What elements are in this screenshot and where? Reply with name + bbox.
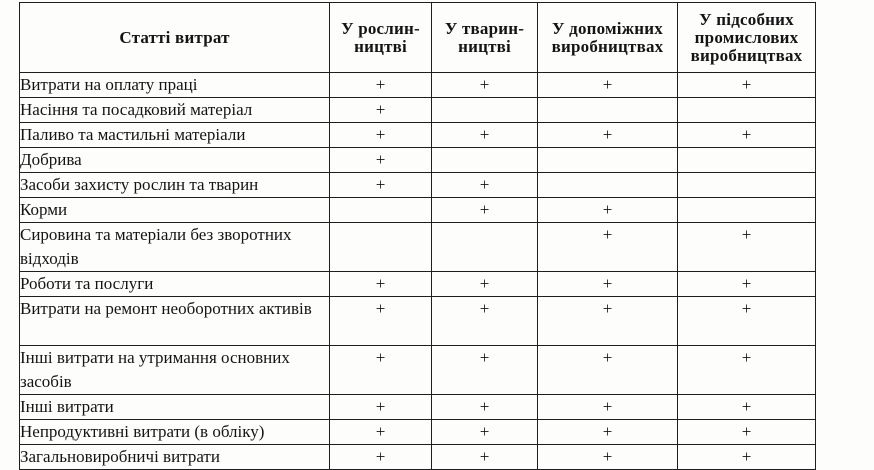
row-label: Інші витрати на утримання основних засобів [20,346,330,395]
table-row [20,148,816,173]
table-row [20,420,816,445]
mark-cell: + [678,420,816,445]
mark-cell: + [538,272,678,297]
mark-cell: + [432,123,538,148]
mark-cell [678,173,816,198]
mark-cell: + [432,297,538,346]
mark-cell: + [432,272,538,297]
mark-cell [538,173,678,198]
mark-cell [538,148,678,173]
row-label: Добрива [20,148,330,173]
mark-cell: + [432,395,538,420]
mark-cell [678,198,816,223]
mark-cell: + [678,73,816,98]
mark-cell: + [538,420,678,445]
row-label: Корми [20,198,330,223]
table-row [20,272,816,297]
mark-cell [678,98,816,123]
mark-cell: + [538,297,678,346]
mark-cell [678,148,816,173]
table-row [20,98,816,123]
table-row [20,173,816,198]
table-row [20,198,816,223]
mark-cell: + [432,420,538,445]
mark-cell: + [432,173,538,198]
table-row [20,395,816,420]
row-label: Непродуктивні витрати (в обліку) [20,420,330,445]
mark-cell: + [678,272,816,297]
mark-cell: + [330,123,432,148]
mark-cell: + [330,346,432,395]
row-label: Паливо та мастильні матеріали [20,123,330,148]
header-auxiliary-production: У допоміжних виробництвах [538,3,678,73]
row-label: Витрати на оплату праці [20,73,330,98]
mark-cell: + [678,123,816,148]
mark-cell: + [330,420,432,445]
mark-cell [538,98,678,123]
mark-cell: + [432,445,538,470]
mark-cell: + [432,73,538,98]
mark-cell: + [538,346,678,395]
mark-cell: + [678,346,816,395]
mark-cell: + [432,346,538,395]
table-header-row [20,3,816,73]
mark-cell: + [330,395,432,420]
mark-cell: + [330,173,432,198]
row-label: Загальновиробничі витрати [20,445,330,470]
header-cost-items: Статті витрат [20,3,330,73]
mark-cell: + [538,123,678,148]
mark-cell: + [678,297,816,346]
mark-cell: + [538,198,678,223]
mark-cell: + [538,73,678,98]
mark-cell: + [538,223,678,272]
mark-cell: + [330,272,432,297]
mark-cell: + [678,395,816,420]
row-label: Сировина та матеріали без зворотних відходів [20,223,330,272]
header-crop-production: У рослин-ництві [330,3,432,73]
table-row [20,223,816,272]
row-label: Роботи та послуги [20,272,330,297]
cost-items-table [19,2,816,470]
mark-cell: + [538,395,678,420]
mark-cell: + [678,445,816,470]
mark-cell: + [330,148,432,173]
mark-cell: + [330,297,432,346]
mark-cell [330,223,432,272]
table-row [20,123,816,148]
mark-cell: + [678,223,816,272]
table-row [20,297,816,346]
row-label: Інші витрати [20,395,330,420]
mark-cell [432,223,538,272]
table-row [20,346,816,395]
mark-cell: + [432,198,538,223]
table-row [20,445,816,470]
mark-cell [330,198,432,223]
row-label: Засоби захисту рослин та тварин [20,173,330,198]
row-label: Насіння та посадковий матеріал [20,98,330,123]
mark-cell: + [330,445,432,470]
mark-cell [432,98,538,123]
mark-cell [432,148,538,173]
mark-cell: + [330,98,432,123]
mark-cell: + [538,445,678,470]
header-livestock: У тварин-ництві [432,3,538,73]
table-row [20,73,816,98]
row-label: Витрати на ремонт необоротних активів [20,297,330,346]
header-subsidiary-industrial: У підсобних промислових виробництвах [678,3,816,73]
mark-cell: + [330,73,432,98]
